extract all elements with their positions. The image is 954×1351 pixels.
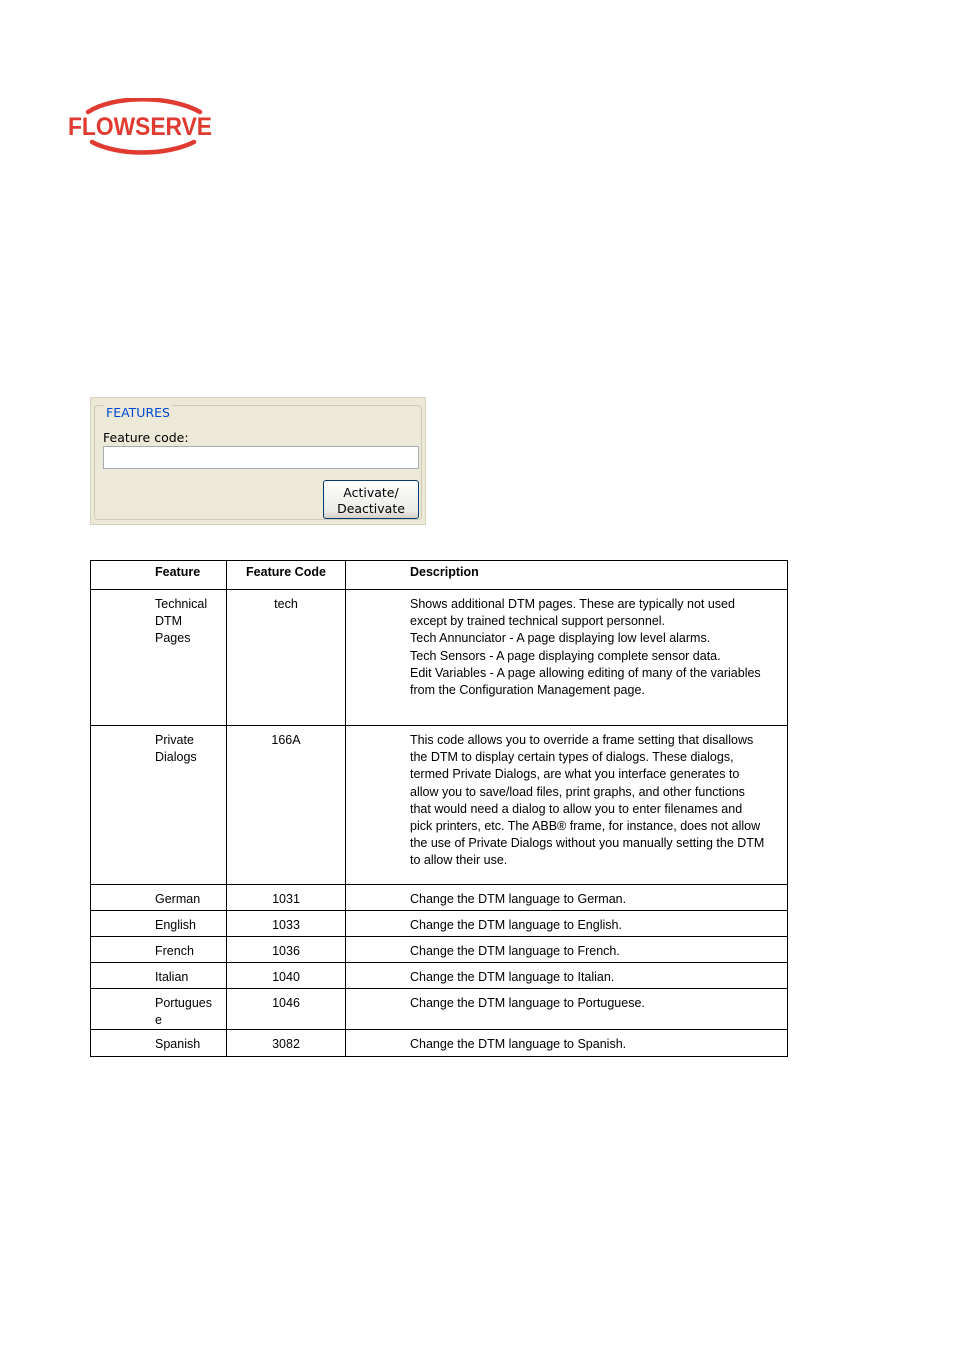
table-row	[91, 937, 788, 963]
description-line: Change the DTM language to Portuguese.	[410, 996, 645, 1010]
header-description: Description	[346, 561, 788, 590]
description-line: to allow their use.	[410, 853, 508, 868]
description-line: the DTM to display certain types of dialogs. These dialogs,	[410, 750, 734, 765]
feature-code: 1046	[272, 996, 300, 1010]
button-label-line2: Deactivate	[337, 500, 405, 516]
header-feature: Feature	[91, 561, 227, 590]
description-line: termed Private Dialogs, are what you interface generates to	[410, 767, 740, 782]
feature-name: Pages	[155, 631, 191, 646]
feature-name: Italian	[155, 970, 189, 984]
table-row	[91, 989, 788, 1030]
feature-code-label: Feature code:	[103, 430, 189, 445]
description-line: allow you to save/load files, print graphs, and other functions	[410, 784, 745, 799]
description-line: that would need a dialog to allow you to enter filenames and	[410, 801, 743, 816]
feature-code: 1040	[272, 970, 300, 984]
feature-name: Dialogs	[155, 750, 197, 765]
description-line: Change the DTM language to Spanish.	[410, 1037, 627, 1052]
description-line: pick printers, etc. The ABB® frame, for instance, does not allow	[410, 819, 761, 834]
activate-deactivate-button[interactable]	[323, 480, 419, 519]
feature-code: 1033	[272, 918, 300, 932]
feature-name: Spanish	[155, 1037, 201, 1052]
feature-name: English	[155, 918, 196, 932]
description-line: Tech Annunciator - A page displaying low level alarms.	[410, 631, 711, 646]
description-line: from the Configuration Management page.	[410, 683, 645, 698]
feature-code: 166A	[271, 733, 301, 747]
table-row	[91, 963, 788, 989]
feature-code-input[interactable]	[103, 446, 419, 469]
feature-codes-table	[90, 560, 788, 1057]
description-line: Edit Variables - A page allowing editing of many of the variables	[410, 665, 761, 680]
logo-text: FLOWSERVE	[68, 113, 212, 141]
feature-code: tech	[274, 597, 298, 611]
flowserve-logo	[66, 98, 216, 156]
feature-code: 3082	[272, 1037, 300, 1052]
features-panel	[90, 397, 426, 525]
table-row	[91, 726, 788, 885]
header-feature-code: Feature Code	[227, 561, 346, 590]
feature-name: Private	[155, 733, 194, 747]
feature-code: 1031	[272, 892, 300, 906]
description-line: Change the DTM language to German.	[410, 892, 627, 906]
description-line: Tech Sensors - A page displaying complete sensor data.	[410, 648, 721, 663]
description-line: the use of Private Dialogs without you manually setting the DTM	[410, 836, 765, 851]
table-row	[91, 590, 788, 726]
description-line: Change the DTM language to French.	[410, 944, 620, 958]
description-line: Shows additional DTM pages. These are typically not used	[410, 597, 735, 611]
feature-name: Portugues	[155, 996, 212, 1010]
button-label-line1: Activate/	[343, 484, 399, 500]
feature-name: French	[155, 944, 194, 958]
feature-name: DTM	[155, 614, 183, 629]
features-groupbox	[94, 405, 422, 520]
description-line: Change the DTM language to English.	[410, 918, 622, 932]
table-row	[91, 1030, 788, 1057]
feature-name: Technical	[155, 597, 208, 611]
feature-name: e	[155, 1013, 162, 1028]
description-line: This code allows you to override a frame setting that disallows	[410, 733, 754, 747]
table-header-row	[91, 561, 788, 590]
table-row	[91, 911, 788, 937]
table-row	[91, 885, 788, 911]
description-line: Change the DTM language to Italian.	[410, 970, 615, 984]
feature-code: 1036	[272, 944, 300, 958]
features-legend: FEATURES	[106, 405, 170, 420]
feature-name: German	[155, 892, 201, 906]
description-line: except by trained technical support personnel.	[410, 614, 666, 629]
